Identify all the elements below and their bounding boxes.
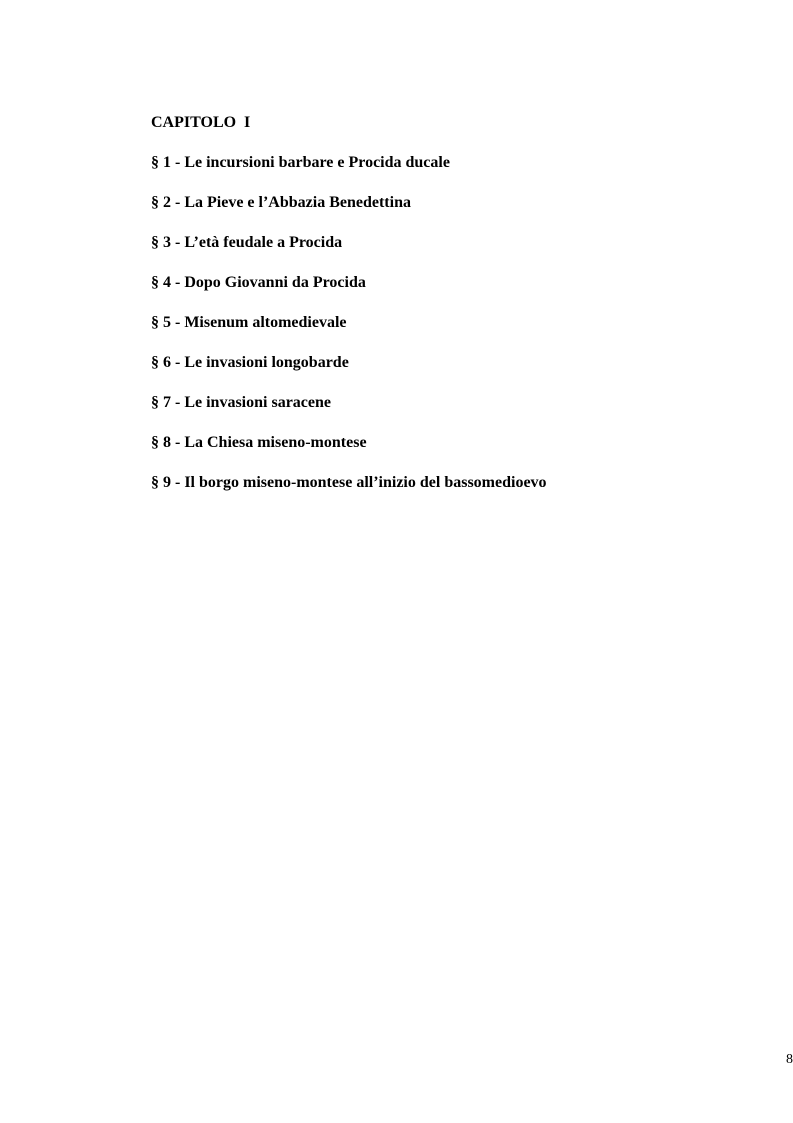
table-of-contents — [151, 113, 547, 513]
section-item-9: § 9 - Il borgo miseno-montese all’inizio del bassomedioevo — [151, 474, 547, 491]
section-item-7: § 7 - Le invasioni saracene — [151, 394, 331, 411]
section-item-3: § 3 - L’età feudale a Procida — [151, 234, 343, 251]
section-item-5: § 5 - Misenum altomedievale — [151, 314, 347, 331]
section-item-6: § 6 - Le invasioni longobarde — [151, 354, 349, 371]
section-item-8: § 8 - La Chiesa miseno-montese — [151, 434, 367, 451]
chapter-title: CAPITOLO I — [151, 114, 251, 131]
section-item-4: § 4 - Dopo Giovanni da Procida — [151, 274, 366, 291]
section-list — [151, 153, 547, 493]
section-item-1: § 1 - Le incursioni barbare e Procida ducale — [151, 154, 450, 171]
page-number: 8 — [786, 1052, 793, 1067]
section-item-2: § 2 - La Pieve e l’Abbazia Benedettina — [151, 194, 411, 211]
